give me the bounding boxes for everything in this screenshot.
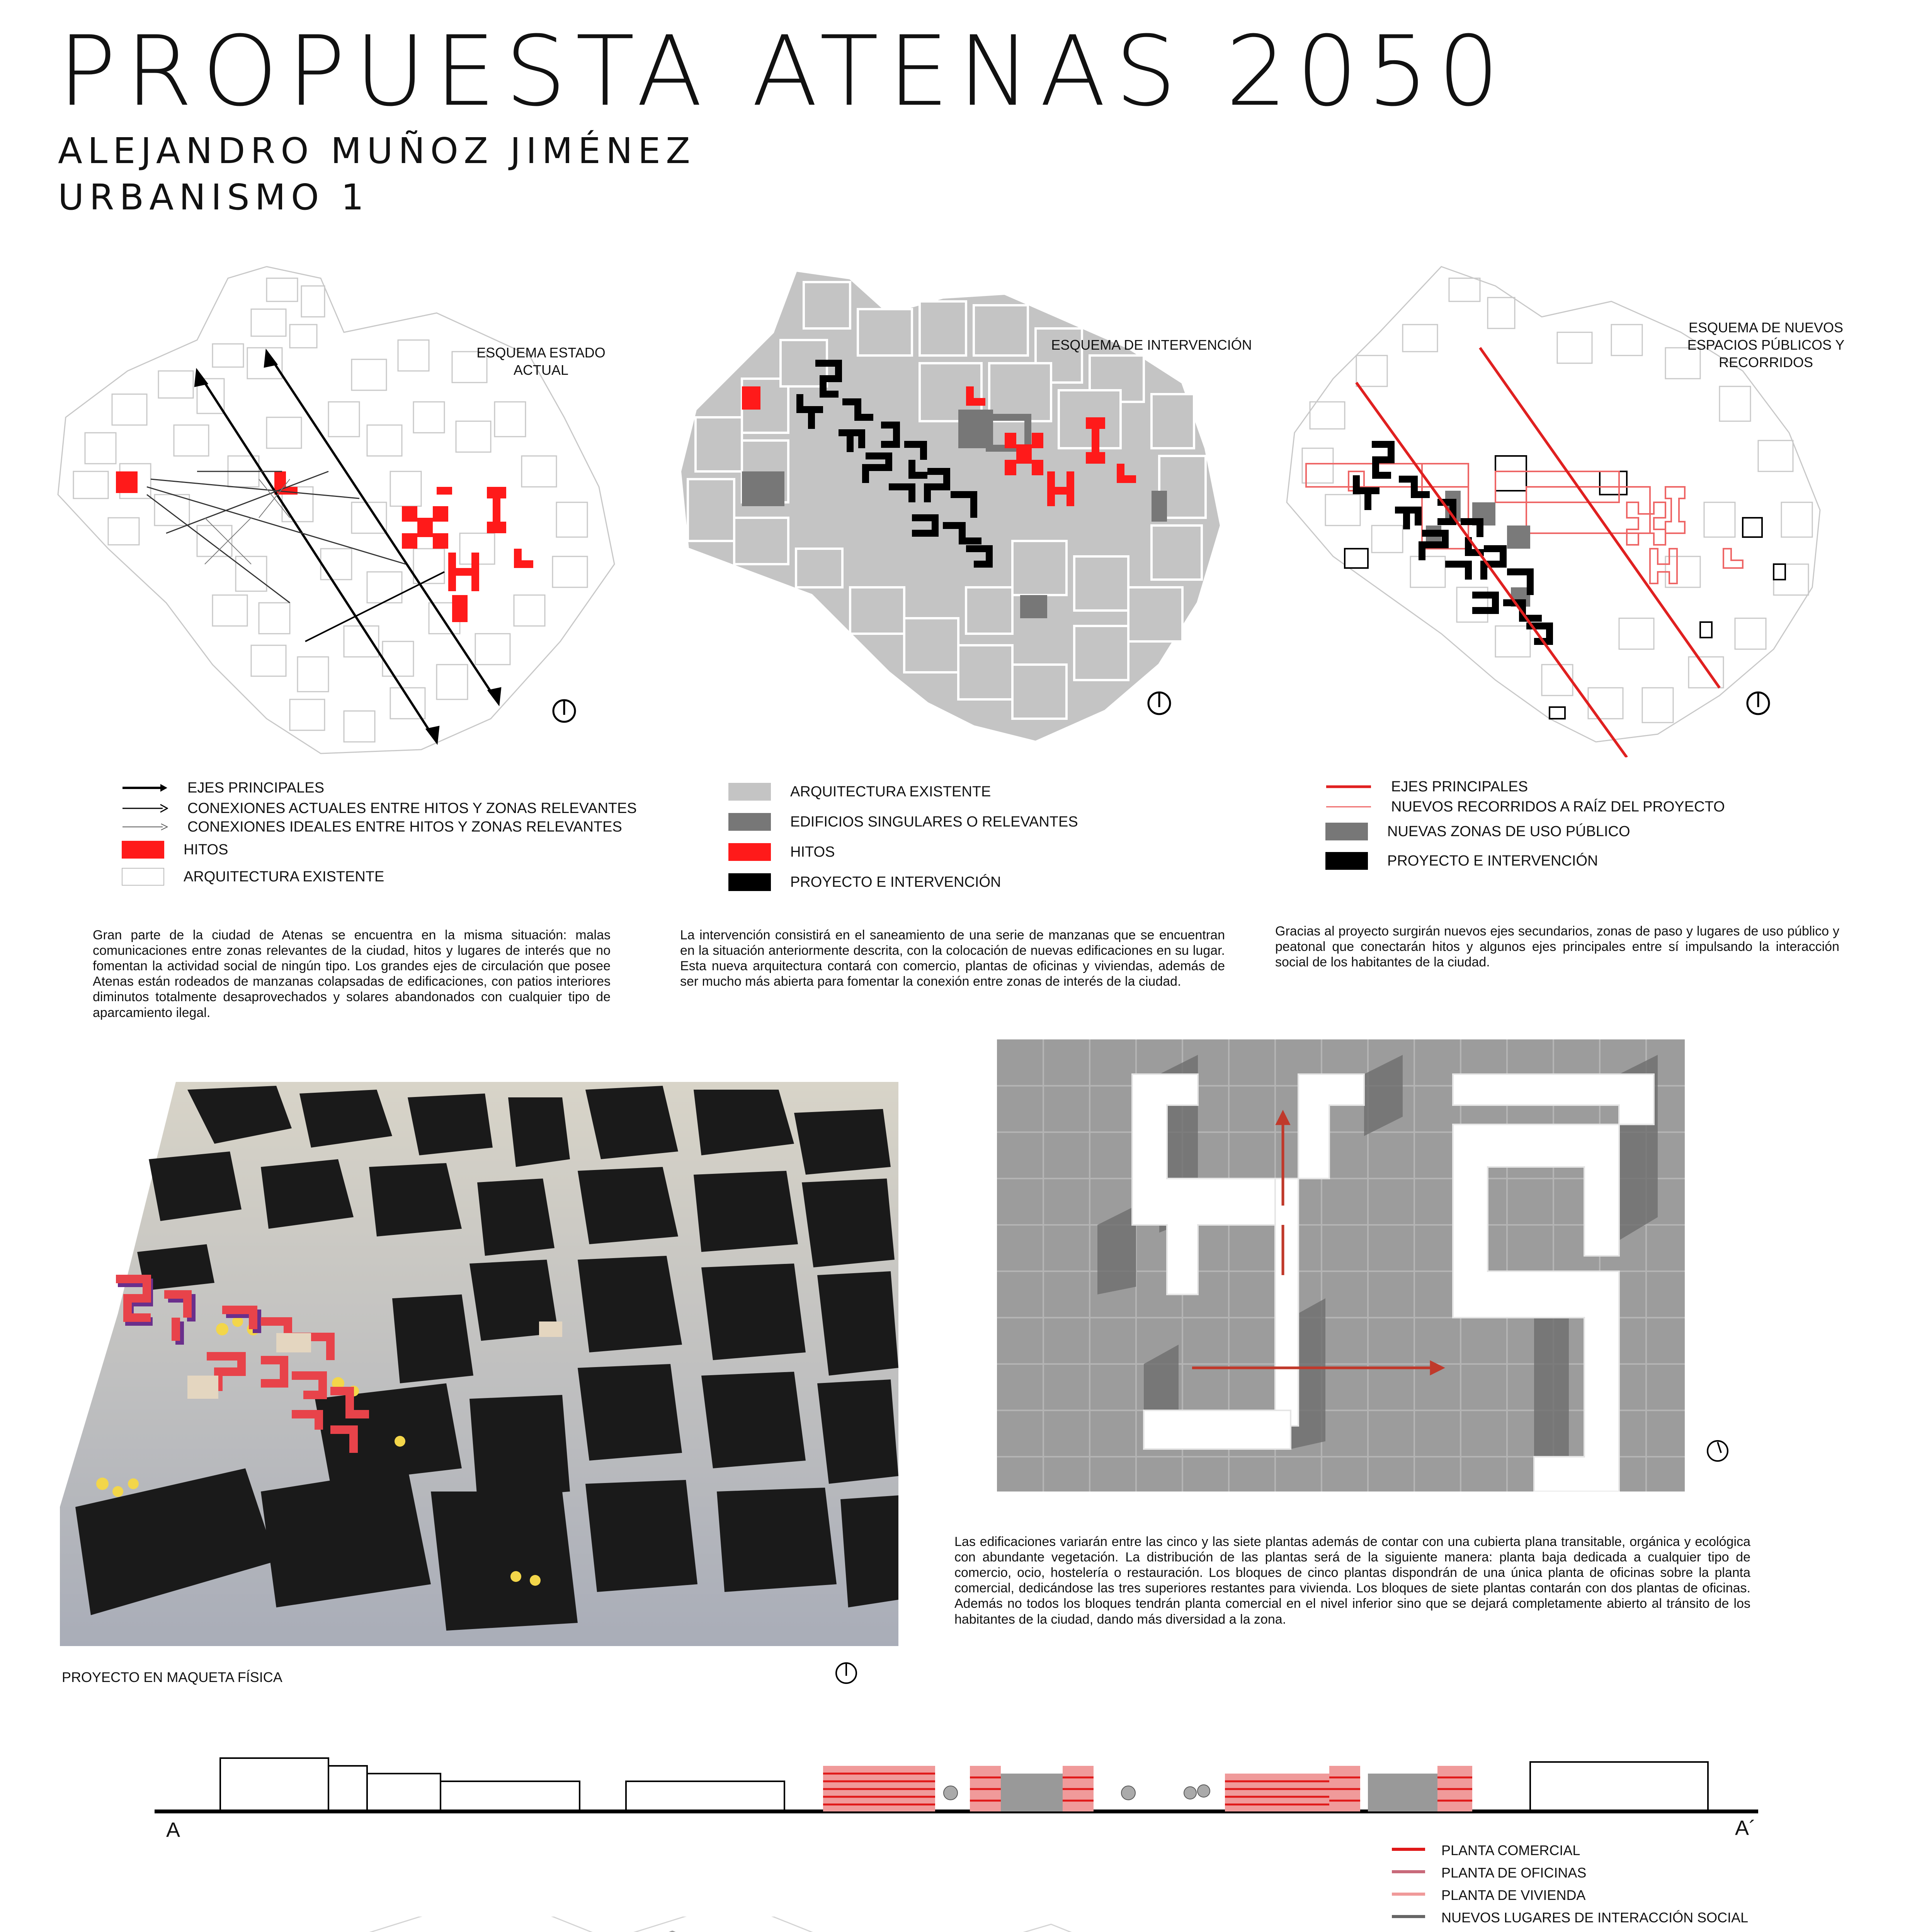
legend-item bbox=[122, 799, 663, 818]
legend-label: PROYECTO E INTERVENCIÓN bbox=[790, 874, 1001, 890]
legend-swatch bbox=[1325, 823, 1368, 840]
north-compass-icon bbox=[1704, 1437, 1731, 1464]
physical-model-image bbox=[60, 1082, 898, 1646]
scheme-2-description: La intervención consistirá en el saneamiento de una serie de manzanas que se encuentran en la situación anteriormente descrita, con la colocación de nuevas edificaciones en su lugar. Esta nueva arquitectura contará con comercio, plantas de oficinas y viviendas, además de ser mucho más abierta para fomentar la conexión entre zonas de interés de la ciudad. bbox=[680, 928, 1225, 989]
legend-swatch bbox=[1325, 852, 1368, 870]
section-end-label: A´ bbox=[1735, 1816, 1756, 1840]
legend-label: CONEXIONES IDEALES ENTRE HITOS Y ZONAS RELEVANTES bbox=[187, 818, 622, 835]
model-caption: PROYECTO EN MAQUETA FÍSICA bbox=[62, 1669, 282, 1685]
scheme-1-label: ESQUEMA ESTADO ACTUAL bbox=[476, 345, 606, 378]
double-arrow-icon bbox=[122, 799, 168, 817]
scheme-current-map bbox=[50, 255, 638, 757]
legend-label: HITOS bbox=[184, 841, 228, 858]
legend-item bbox=[1325, 797, 1866, 817]
scheme-public-spaces bbox=[1279, 255, 1882, 757]
legend-item bbox=[728, 867, 1231, 897]
legend-swatch bbox=[728, 813, 771, 831]
legend-swatch bbox=[728, 783, 771, 801]
scheme-3-description: Gracias al proyecto surgirán nuevos ejes secundarios, zonas de paso y lugares de uso público y peatonal que conectarán hitos y algunos ejes principales entre sí impulsando la interacción social de los habitantes de la ciudad. bbox=[1275, 924, 1839, 970]
legend-item bbox=[728, 807, 1231, 837]
legend-public-spaces bbox=[1325, 777, 1866, 876]
legend-item bbox=[1391, 1839, 1748, 1862]
legend-item bbox=[122, 818, 663, 836]
author-name: ALEJANDRO MUÑOZ JIMÉNEZ bbox=[58, 130, 696, 172]
legend-item bbox=[728, 777, 1231, 807]
north-compass-icon bbox=[1148, 692, 1170, 714]
scheme-intervention bbox=[672, 255, 1267, 757]
mauve-line-icon bbox=[1391, 1864, 1426, 1882]
scheme-intervention-map bbox=[672, 255, 1267, 757]
legend-label: ARQUITECTURA EXISTENTE bbox=[184, 868, 384, 885]
legend-label: CONEXIONES ACTUALES ENTRE HITOS Y ZONAS RELEVANTES bbox=[187, 800, 637, 816]
axonometric-drawing bbox=[31, 1917, 1886, 1932]
pink-line-icon bbox=[1391, 1886, 1426, 1904]
block-detail-render bbox=[997, 1039, 1685, 1492]
model-photo-svg bbox=[60, 1082, 898, 1646]
legend-item bbox=[728, 837, 1231, 867]
legend-label: EJES PRINCIPALES bbox=[187, 779, 325, 796]
legend-label: NUEVAS ZONAS DE USO PÚBLICO bbox=[1387, 823, 1630, 840]
red-thin-line-icon bbox=[1325, 798, 1372, 816]
scheme-3-label: ESQUEMA DE NUEVOS ESPACIOS PÚBLICOS Y RECORRIDOS bbox=[1687, 320, 1845, 370]
legend-swatch bbox=[728, 843, 771, 861]
legend-label: EDIFICIOS SINGULARES O RELEVANTES bbox=[790, 813, 1078, 830]
scheme-2-label: ESQUEMA DE INTERVENCIÓN bbox=[1051, 337, 1252, 353]
legend-label: PROYECTO E INTERVENCIÓN bbox=[1387, 852, 1598, 869]
north-compass-icon bbox=[833, 1660, 860, 1687]
legend-label: PLANTA COMERCIAL bbox=[1441, 1842, 1580, 1858]
legend-item bbox=[1325, 777, 1866, 797]
legend-label: HITOS bbox=[790, 844, 835, 860]
legend-item bbox=[122, 863, 663, 890]
block-detail-svg bbox=[997, 1039, 1685, 1492]
north-compass-icon bbox=[553, 700, 575, 722]
section-legend bbox=[1391, 1839, 1748, 1929]
legend-label: NUEVOS RECORRIDOS A RAÍZ DEL PROYECTO bbox=[1391, 798, 1725, 815]
legend-label: EJES PRINCIPALES bbox=[1391, 778, 1528, 795]
course-name: URBANISMO 1 bbox=[58, 177, 369, 218]
legend-item bbox=[1325, 817, 1866, 846]
legend-swatch bbox=[122, 841, 164, 859]
legend-current-state bbox=[122, 777, 663, 890]
thick-arrow-icon bbox=[122, 779, 168, 797]
red-line-icon bbox=[1391, 1842, 1426, 1859]
legend-swatch bbox=[122, 868, 164, 886]
legend-item bbox=[1325, 846, 1866, 876]
scheme-1-description: Gran parte de la ciudad de Atenas se encuentra en la misma situación: malas comunicaciones entre zonas relevantes de la ciudad, hitos y lugares de interés que no fomentan la actividad social de ningún tipo. Los grandes ejes de circulación que posee Atenas están rodeados de manzanas colapsadas de edificaciones, con patios interiores diminutos totalmente desaprovechados y solares abandonados con cualquier tipo de aparcamiento ilegal. bbox=[93, 928, 611, 1020]
red-thick-line-icon bbox=[1325, 778, 1372, 796]
thin-arrow-icon bbox=[122, 818, 168, 836]
detail-description: Las edificaciones variarán entre las cinco y las siete plantas además de contar con una cubierta plana transitable, orgánica y ecológica con abundante vegetación. La distribución de las plantas será de la siguiente manera: planta baja dedicada a cualquier tipo de comercio, ocio, hostelería o restauración. Los bloques de cinco plantas dispondrán de una única planta de oficinas sobre la planta comercial, dedicándose las tres superiores restantes para vivienda. Los bloques de siete plantas contarán con dos plantas de oficinas. Además no todos los bloques tendrán planta comercial en el nivel inferior sino que se dejará completamente abierto al tránsito de los habitantes de la ciudad, dando más diversidad a la zona. bbox=[954, 1534, 1750, 1627]
legend-label: ARQUITECTURA EXISTENTE bbox=[790, 783, 991, 800]
legend-item bbox=[122, 777, 663, 799]
page-title: PROPUESTA ATENAS 2050 bbox=[58, 15, 1509, 128]
legend-label: PLANTA DE OFICINAS bbox=[1441, 1865, 1587, 1881]
section-start-label: A bbox=[166, 1818, 180, 1842]
legend-item bbox=[122, 836, 663, 863]
legend-item bbox=[1391, 1884, 1748, 1906]
legend-intervention bbox=[728, 777, 1231, 897]
legend-swatch bbox=[728, 873, 771, 891]
legend-label: PLANTA DE VIVIENDA bbox=[1441, 1887, 1586, 1903]
north-compass-icon bbox=[1747, 692, 1769, 714]
axonometric-view bbox=[31, 1917, 1886, 1932]
legend-label: NUEVOS LUGARES DE INTERACCIÓN SOCIAL bbox=[1441, 1910, 1749, 1925]
scheme-current-state bbox=[50, 255, 638, 757]
legend-item bbox=[1391, 1862, 1748, 1884]
